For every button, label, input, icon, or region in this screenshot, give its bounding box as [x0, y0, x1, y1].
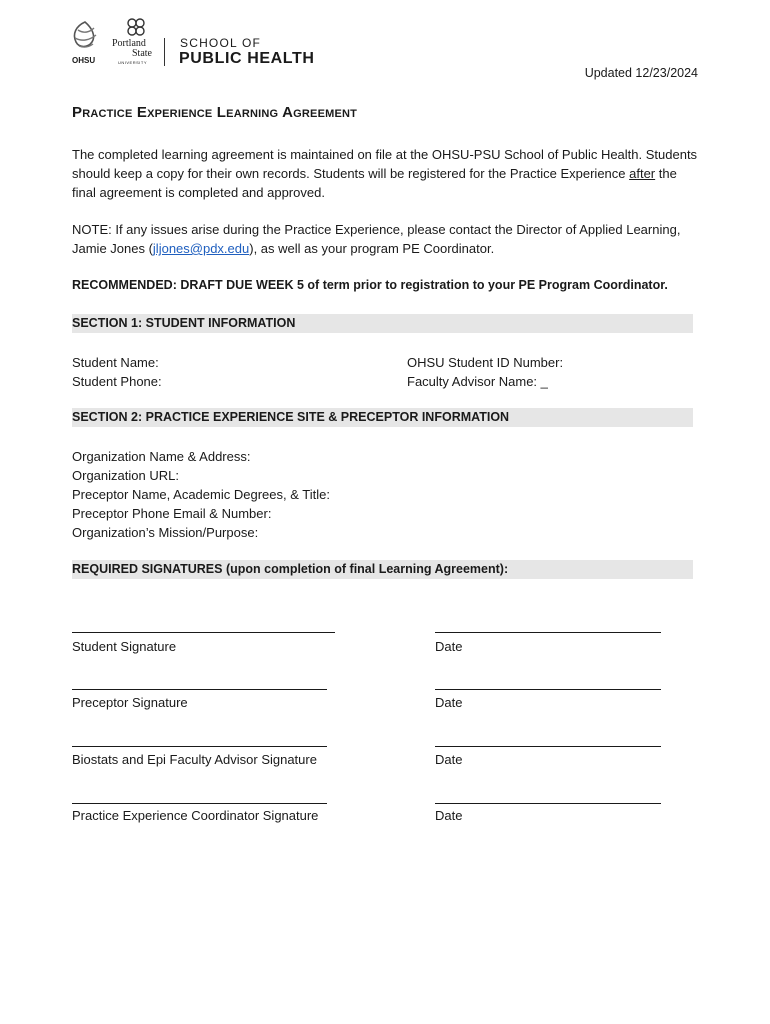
- ohsu-logo: [70, 20, 100, 66]
- signatures-heading: REQUIRED SIGNATURES (upon completion of final Learning Agreement):: [72, 560, 693, 579]
- recommended-notice: RECOMMENDED: DRAFT DUE WEEK 5 of term prior to registration to your PE Program Coordinator.: [72, 278, 668, 292]
- coordinator-date-label: Date: [435, 808, 463, 823]
- organization-name-address-field: Organization Name & Address:: [72, 449, 251, 464]
- coordinator-signature-line: [72, 803, 327, 804]
- faculty-advisor-field: Faculty Advisor Name: _: [407, 374, 548, 389]
- logo-divider: [164, 38, 165, 66]
- ohsu-logo-text: OHSU: [72, 56, 96, 65]
- note-text-before: NOTE: If any issues arise during the Practice Experience, please contact the Director of Applied Learning, Jamie Jones (: [72, 222, 681, 256]
- student-date-label: Date: [435, 639, 463, 654]
- updated-date: Updated 12/23/2024: [584, 66, 698, 80]
- organization-fields: [72, 447, 330, 542]
- faculty-advisor-date-line: [435, 746, 661, 747]
- preceptor-signature-label: Preceptor Signature: [72, 695, 188, 710]
- intro-end-text: the final agreement is completed and approved.: [72, 166, 677, 200]
- note-text-after: ), as well as your program PE Coordinator.: [249, 241, 495, 256]
- director-email-link[interactable]: jljones@pdx.edu: [152, 241, 250, 256]
- student-signature-label: Student Signature: [72, 639, 177, 654]
- preceptor-name-field: Preceptor Name, Academic Degrees, & Title:: [72, 487, 330, 502]
- psu-logo-mark-icon: [126, 18, 146, 36]
- coordinator-date-line: [435, 803, 661, 804]
- student-date-line: [435, 632, 661, 633]
- intro-text: The completed learning agreement is maintained on file at the OHSU-PSU School of Public Health. Students should keep a copy for their own records. Students will be registered for the Practice Experience: [72, 147, 698, 181]
- preceptor-date-line: [435, 689, 661, 690]
- section-2-heading: SECTION 2: PRACTICE EXPERIENCE SITE & PRECEPTOR INFORMATION: [72, 408, 693, 427]
- organization-url-field: Organization URL:: [72, 468, 179, 483]
- faculty-advisor-signature-line: [72, 746, 327, 747]
- student-phone-field: Student Phone:: [72, 374, 162, 389]
- preceptor-signature-line: [72, 689, 327, 690]
- student-name-field: Student Name:: [72, 355, 159, 370]
- school-of-text: SCHOOL OF: [180, 36, 262, 50]
- psu-logo-word-university: UNIVERSITY: [118, 60, 148, 65]
- coordinator-signature-label: Practice Experience Coordinator Signature: [72, 808, 319, 823]
- section-1-heading: SECTION 1: STUDENT INFORMATION: [72, 314, 693, 333]
- faculty-advisor-date-label: Date: [435, 752, 463, 767]
- student-signature-line: [72, 632, 335, 633]
- preceptor-contact-field: Preceptor Phone Email & Number:: [72, 506, 272, 521]
- psu-logo-word-portland: Portland: [112, 38, 146, 49]
- document-title: Practice Experience Learning Agreement: [72, 104, 358, 121]
- psu-logo: [110, 18, 154, 66]
- public-health-text: PUBLIC HEALTH: [179, 50, 315, 67]
- note-paragraph: [72, 220, 702, 258]
- organization-mission-field: Organization’s Mission/Purpose:: [72, 525, 259, 540]
- preceptor-date-label: Date: [435, 695, 463, 710]
- faculty-advisor-signature-label: Biostats and Epi Faculty Advisor Signature: [72, 752, 317, 767]
- intro-paragraph: [72, 145, 702, 202]
- psu-logo-word-state: State: [132, 48, 152, 59]
- ohsu-student-id-field: OHSU Student ID Number:: [407, 355, 564, 370]
- intro-underlined-word: after: [629, 166, 656, 181]
